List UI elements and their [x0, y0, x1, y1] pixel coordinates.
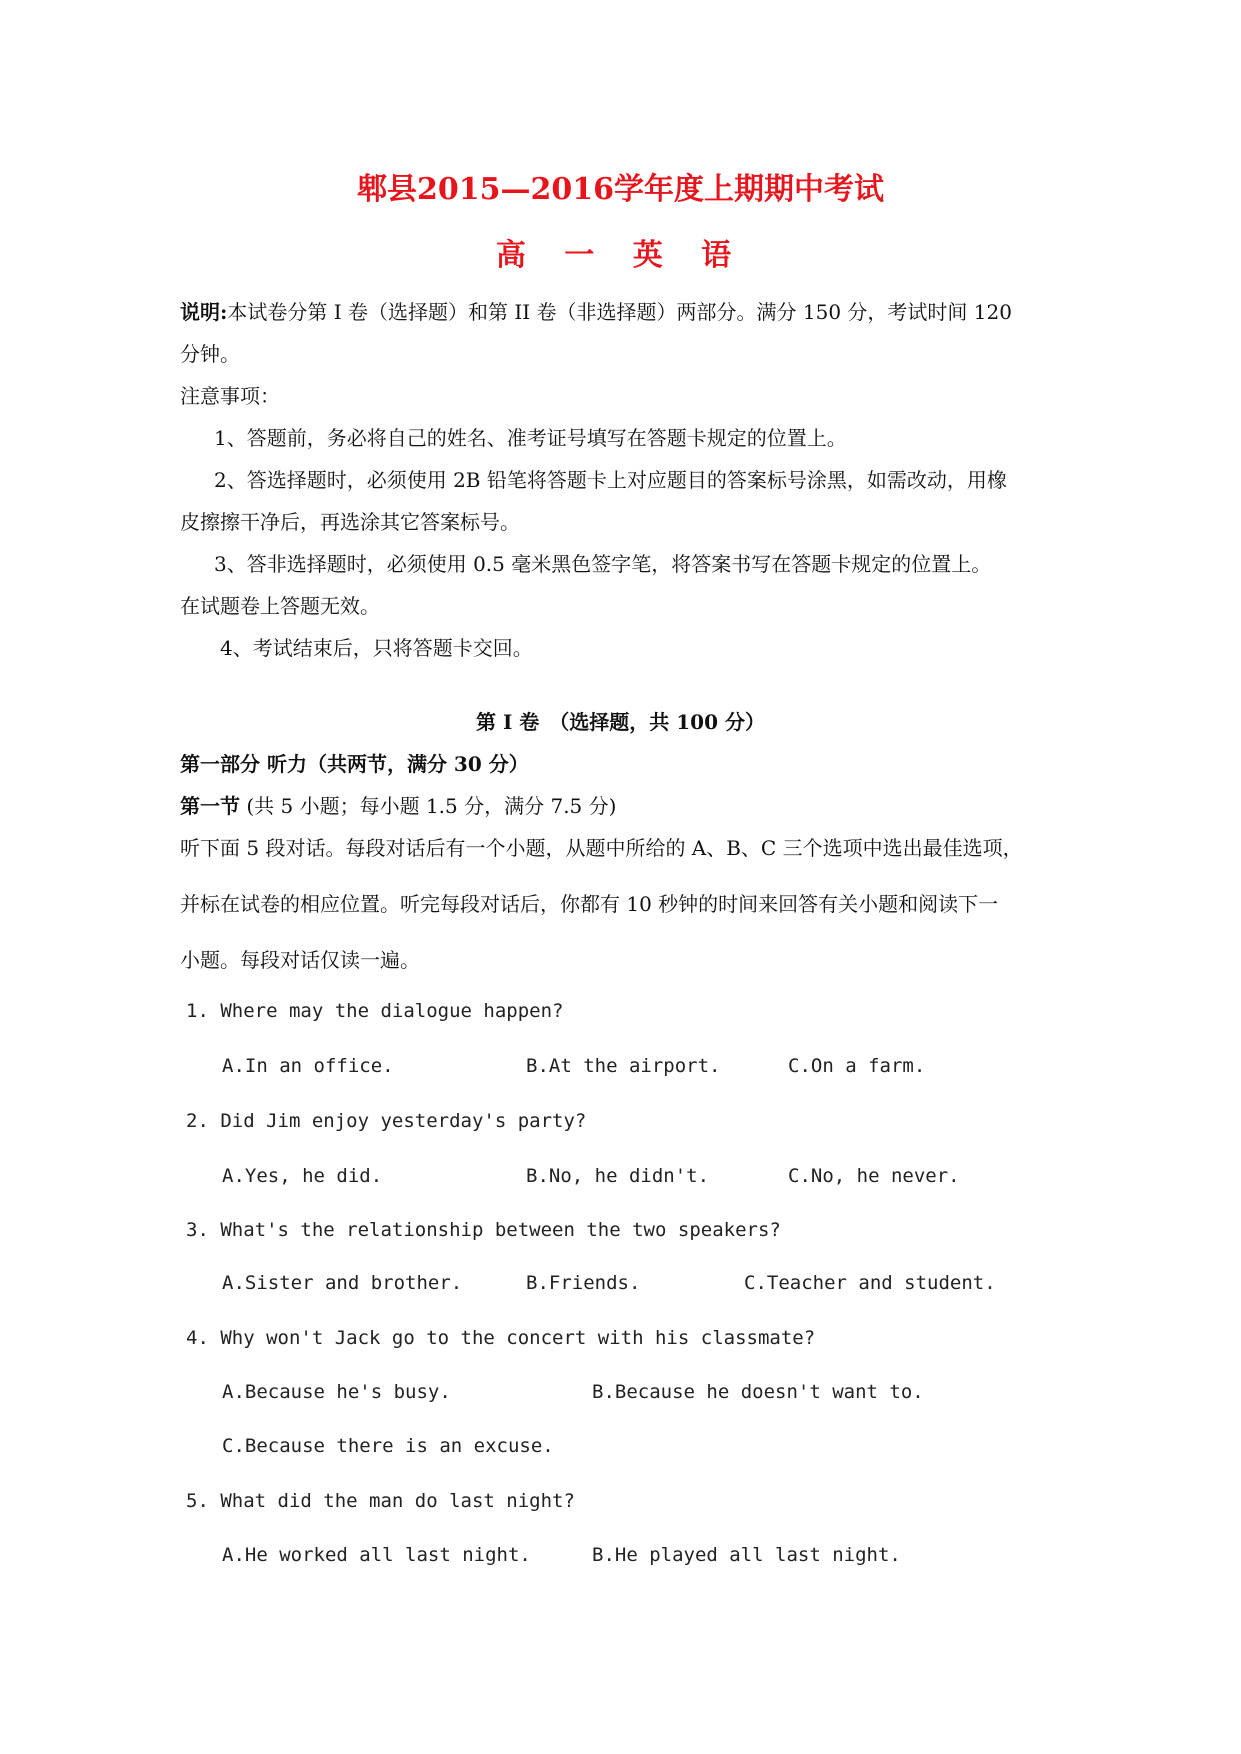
q5-option-a: A.He worked all last night. — [222, 1544, 531, 1566]
directions-1: 听下面 5 段对话。每段对话后有一个小题，从题中所给的 A、B、C 三个选项中选出最佳选项， — [180, 836, 1023, 860]
q1-option-a: A.In an office. — [222, 1055, 394, 1077]
q2-option-a: A.Yes, he did. — [222, 1165, 383, 1187]
instructions-label: 说明: — [180, 300, 228, 324]
q4-option-c: C.Because there is an excuse. — [222, 1435, 554, 1457]
instructions-line-2: 分钟。 — [180, 342, 240, 366]
q1-option-b: B.At the airport. — [526, 1055, 721, 1077]
note-3b: 在试题卷上答题无效。 — [180, 594, 380, 618]
sub1-text: (共 5 小题；每小题 1.5 分，满分 7.5 分) — [246, 794, 617, 818]
q2-option-b: B.No, he didn't. — [526, 1165, 710, 1187]
sub1-line — [180, 790, 616, 819]
instructions-line-1 — [180, 296, 1012, 325]
part1-label: 第一部分 听力（共两节，满分 30 分） — [180, 752, 529, 776]
question-4: 4. Why won't Jack go to the concert with his classmate? — [186, 1327, 816, 1349]
question-1: 1. Where may the dialogue happen? — [186, 1000, 564, 1022]
notes-title: 注意事项： — [180, 384, 280, 408]
note-2a: 2、答选择题时，必须使用 2B 铅笔将答题卡上对应题目的答案标号涂黑，如需改动，用橡 — [214, 468, 1007, 492]
note-3a: 3、答非选择题时，必须使用 0.5 毫米黑色签字笔，将答案书写在答题卡规定的位置上。 — [214, 552, 992, 576]
q4-option-a: A.Because he's busy. — [222, 1381, 451, 1403]
instructions-text: 本试卷分第 I 卷（选择题）和第 II 卷（非选择题）两部分。满分 150 分，考试时间 120 — [227, 300, 1012, 324]
q2-option-c: C.No, he never. — [788, 1165, 960, 1187]
note-4: 4、考试结束后，只将答题卡交回。 — [220, 636, 533, 660]
question-5: 5. What did the man do last night? — [186, 1490, 575, 1512]
q3-option-a: A.Sister and brother. — [222, 1272, 463, 1294]
q1-option-c: C.On a farm. — [788, 1055, 926, 1077]
q3-option-b: B.Friends. — [526, 1272, 641, 1294]
exam-subtitle: 高 一 英 语 — [495, 238, 746, 273]
note-2b: 皮擦擦干净后，再选涂其它答案标号。 — [180, 510, 520, 534]
q3-option-c: C.Teacher and student. — [744, 1272, 996, 1294]
note-1: 1、答题前，务必将自己的姓名、准考证号填写在答题卡规定的位置上。 — [214, 426, 847, 450]
question-2: 2. Did Jim enjoy yesterday's party? — [186, 1110, 587, 1132]
directions-2: 并标在试卷的相应位置。听完每段对话后，你都有 10 秒钟的时间来回答有关小题和阅读下一 — [180, 892, 999, 916]
q5-option-b: B.He played all last night. — [592, 1544, 901, 1566]
question-3: 3. What's the relationship between the two speakers? — [186, 1219, 781, 1241]
sub1-label: 第一节 — [180, 794, 240, 818]
exam-title: 郫县2015—2016学年度上期期中考试 — [357, 172, 884, 207]
q4-option-b: B.Because he doesn't want to. — [592, 1381, 924, 1403]
directions-3: 小题。每段对话仅读一遍。 — [180, 948, 420, 972]
section-heading: 第 I 卷 （选择题，共 100 分） — [476, 710, 765, 734]
